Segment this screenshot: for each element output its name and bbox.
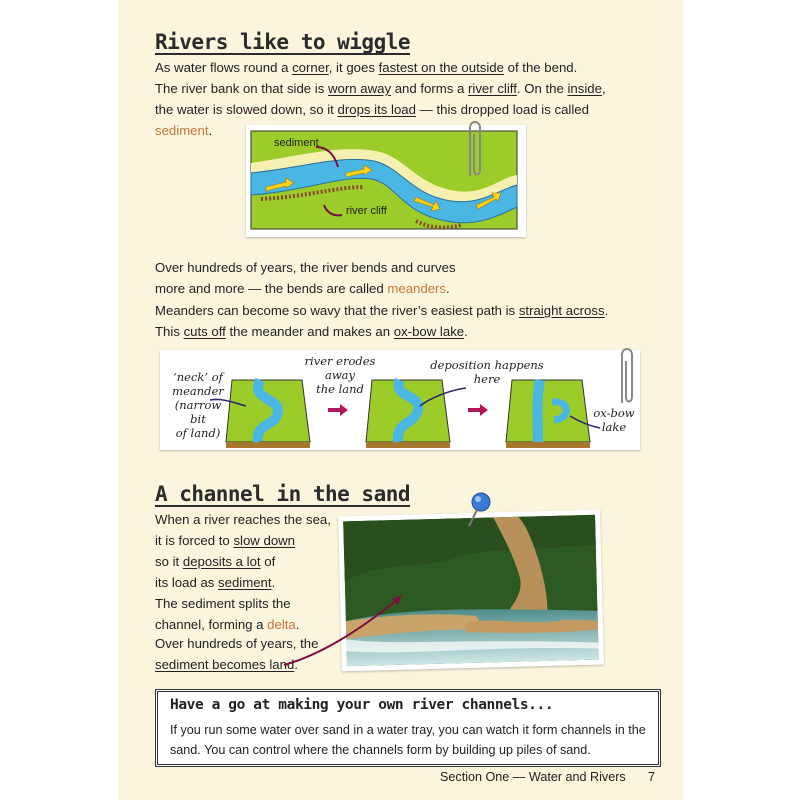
text-run: Meanders can become so wavy that the river’s easiest path is: [155, 303, 519, 318]
deposition-label: [422, 358, 552, 386]
erodes-label-line: river erodes: [304, 354, 376, 368]
text-run: so it: [155, 554, 183, 569]
text-run: .: [604, 303, 609, 318]
key-term: inside: [567, 81, 602, 96]
sediment-label: sediment: [274, 137, 319, 149]
neck-label-line: of land): [175, 426, 221, 440]
key-term: sediment becomes land: [155, 657, 295, 672]
text-run: .: [208, 123, 213, 138]
erodes-label-line: the land: [316, 382, 364, 396]
text-run: This: [155, 324, 184, 339]
neck-label-line: ‘neck’ of: [173, 370, 223, 384]
step-arrow-icon: [328, 404, 348, 416]
key-term: drops its load: [337, 102, 416, 117]
text-run: .: [294, 657, 298, 672]
river-cliff-label: river cliff: [346, 205, 387, 217]
oxbow-stage-3: [506, 380, 590, 448]
deposition-label-line: deposition happens: [430, 358, 544, 372]
text-run: .: [271, 575, 276, 590]
text-run: The sediment splits the: [155, 596, 291, 611]
lake-label-line: lake: [601, 420, 627, 434]
neck-label-line: meander: [172, 384, 224, 398]
key-term: slow down: [233, 533, 296, 548]
text-run: the meander and makes an: [225, 324, 394, 339]
activity-title: Have a go at making your own river channels...: [170, 697, 554, 713]
key-term: worn away: [328, 81, 392, 96]
key-term: cuts off: [183, 324, 226, 339]
oxbow-diagram: [160, 350, 640, 450]
text-run: — this dropped load is called: [415, 102, 589, 117]
section-title-delta: A channel in the sand: [155, 482, 411, 506]
step-arrow-icon: [468, 404, 488, 416]
push-pin-icon: [463, 490, 495, 530]
keyword: sediment: [155, 123, 209, 138]
deposition-label-line: here: [473, 372, 501, 386]
text-run: The river bank on that side is: [155, 81, 328, 96]
key-term: sediment: [218, 575, 272, 590]
page-number: 7: [648, 770, 656, 784]
oxbow-stage-1: [226, 380, 310, 448]
text-run: channel, forming a: [155, 617, 268, 632]
keyword: meanders: [387, 281, 447, 296]
text-run: the water is slowed down, so it: [155, 102, 338, 117]
section-title-rivers: Rivers like to wiggle: [155, 30, 411, 54]
erodes-label-line: away: [324, 368, 356, 382]
meanders-paragraph: [155, 257, 625, 299]
text-run: When a river reaches the sea,: [155, 512, 331, 527]
text-run: .: [295, 617, 300, 632]
key-term: corner: [292, 60, 329, 75]
neck-label: [168, 370, 228, 440]
neck-label-line: (narrow bit: [174, 398, 222, 426]
activity-text: If you run some water over sand in a water tray, you can watch it form channels in the sand. You can control where the channels form by building up piles of sand.: [170, 723, 646, 757]
text-run: of the bend.: [503, 60, 578, 75]
activity-box: [155, 689, 661, 767]
text-run: its load as: [155, 575, 219, 590]
text-run: it is forced to: [155, 533, 234, 548]
sediment-pointer-arrow: [280, 585, 410, 670]
text-run: Over hundreds of years, the river bends and curves: [155, 260, 456, 275]
section-footer: Section One — Water and Rivers: [440, 770, 626, 784]
paperclip-icon: [616, 345, 638, 407]
paperclip-icon: [464, 118, 486, 180]
oxbow-diagram-panel: [160, 350, 640, 450]
text-run: , it goes: [328, 60, 379, 75]
text-run: of: [260, 554, 276, 569]
text-run: As water flows round a: [155, 60, 293, 75]
keyword: delta: [267, 617, 296, 632]
text-run: and forms a: [391, 81, 469, 96]
text-run: more and more — the bends are called: [155, 281, 388, 296]
text-run: ,: [601, 81, 606, 96]
key-term: straight across: [518, 303, 605, 318]
text-run: . On the: [516, 81, 568, 96]
text-run: .: [464, 324, 468, 339]
lake-label-line: ox-bow: [593, 406, 635, 420]
oxbow-lake-label: [592, 406, 636, 434]
text-run: .: [446, 281, 450, 296]
key-term: ox-bow lake: [393, 324, 465, 339]
erodes-label: [300, 354, 380, 396]
oxbow-paragraph: [155, 300, 625, 342]
key-term: river cliff: [468, 81, 517, 96]
text-run: Over hundreds of years, the: [155, 636, 319, 651]
key-term: fastest on the outside: [378, 60, 504, 75]
key-term: deposits a lot: [182, 554, 261, 569]
